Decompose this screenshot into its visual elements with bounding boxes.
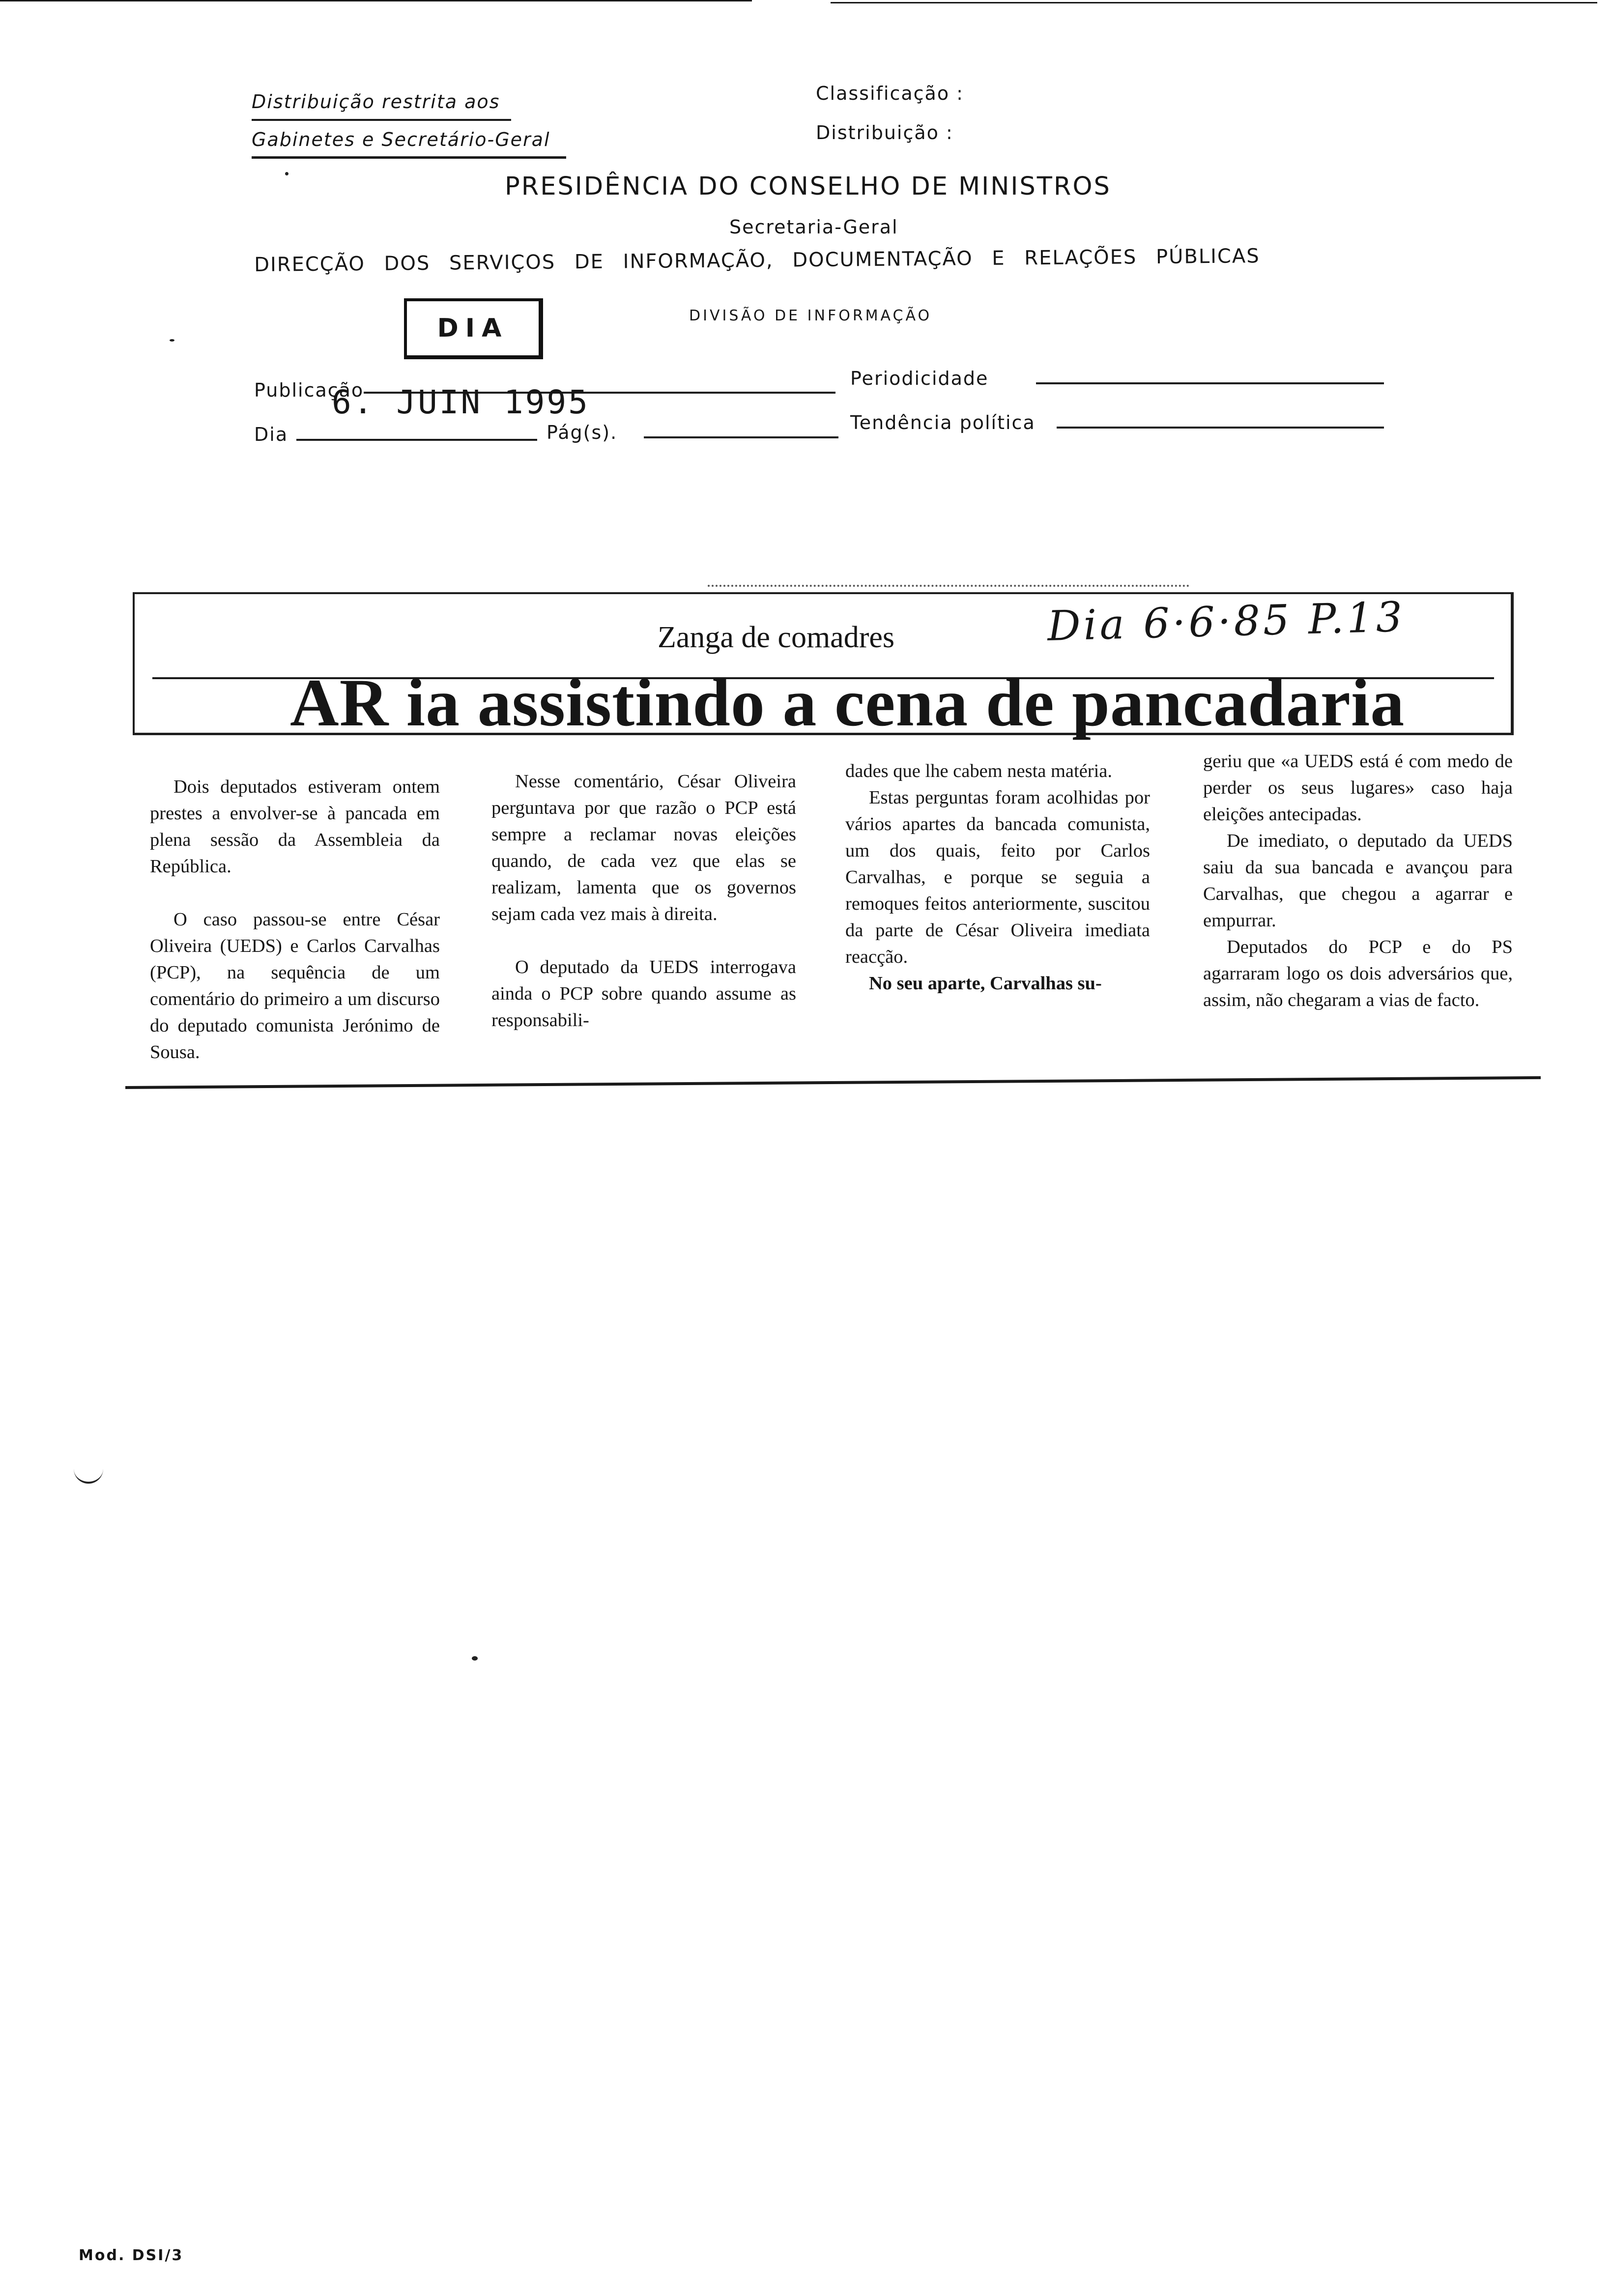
- division-label: DIVISÃO DE INFORMAÇÃO: [689, 307, 932, 324]
- paragraph: Nesse comentário, César Oliveira perguntava por que razão o PCP está sempre a reclamar novas eleições quando, de cada vez que elas se realizam, lamenta que os governos sejam cada vez mais à direita.: [491, 771, 796, 924]
- tendencia-label: Tendência política: [850, 412, 1036, 433]
- pags-label: Pág(s).: [547, 422, 618, 443]
- paragraph: Estas perguntas foram acolhidas por vários apartes da bancada comunista, um dos quais, feito por Carlos Carvalhas, e porque se seguia a remoques feitos anteriormente, suscitou da parte de César Oliveira imediata reacção.: [845, 787, 1150, 967]
- publication-stamp-box: [404, 298, 543, 359]
- distribution-line-1: Distribuição restrita aos: [252, 91, 500, 113]
- article-column-1: [150, 774, 440, 1065]
- scan-speck: [285, 172, 288, 175]
- paragraph: Deputados do PCP e do PS agarraram logo os dois adversários que, assim, não chegaram a vias de facto.: [1203, 937, 1513, 1010]
- article-headline: AR ia assistindo a cena de pancadaria: [290, 665, 1405, 740]
- secretariat-label: Secretaria-Geral: [729, 216, 898, 238]
- underline: [252, 156, 566, 159]
- article-column-3: [845, 758, 1150, 997]
- paragraph: De imediato, o deputado da UEDS saiu da sua bancada e avançou para Carvalhas, que chegou a agarrar e empurrar.: [1203, 831, 1513, 931]
- periodicidade-label: Periodicidade: [850, 368, 989, 389]
- article-column-2: [491, 768, 796, 1033]
- dia-field-line: [296, 439, 537, 441]
- directorate-title: DIRECÇÃO DOS SERVIÇOS DE INFORMAÇÃO, DOCUMENTAÇÃO E RELAÇÕES PÚBLICAS: [254, 245, 1260, 276]
- underline: [252, 119, 511, 121]
- classificacao-label: Classificação :: [816, 83, 964, 104]
- paragraph: geriu que «a UEDS está é com medo de perder os seus lugares» caso haja eleições antecipadas.: [1203, 751, 1513, 825]
- paragraph: O deputado da UEDS interrogava ainda o PCP sobre quando assume as responsabili-: [491, 957, 796, 1031]
- handwritten-source-note: Dia 6·6·85 P.13: [1047, 592, 1406, 650]
- scan-speck: [472, 1656, 478, 1661]
- ministry-title: PRESIDÊNCIA DO CONSELHO DE MINISTROS: [505, 172, 1111, 201]
- publicacao-label: Publicação: [254, 379, 364, 401]
- scan-mark: [74, 1467, 103, 1484]
- scan-edge-line: [831, 2, 1597, 3]
- form-model-code: Mod. DSI/3: [79, 2247, 184, 2264]
- paragraph: O caso passou-se entre César Oliveira (UEDS) e Carlos Carvalhas (PCP), na sequência de um comentário do primeiro a um discurso do deputado comunista Jerónimo de Sousa.: [150, 909, 440, 1062]
- scan-speck: [170, 339, 174, 342]
- article-kicker: Zanga de comadres: [658, 621, 894, 654]
- paragraph: Dois deputados estiveram ontem prestes a envolver-se à pancada em plena sessão da Assembleia da República.: [150, 776, 440, 877]
- clipping-bottom-rule: [125, 1076, 1541, 1089]
- article-column-4: [1203, 748, 1513, 1013]
- dia-label: Dia: [254, 424, 288, 445]
- publication-stamp-text: DIA: [437, 314, 509, 343]
- scan-edge-line: [0, 0, 752, 1]
- tendencia-field-line: [1057, 427, 1384, 429]
- date-received-stamp: 6. JUIN 1995: [332, 383, 590, 421]
- distribution-line-2: Gabinetes e Secretário-Geral: [252, 129, 550, 150]
- pags-field-line: [644, 436, 838, 438]
- periodicidade-field-line: [1036, 382, 1384, 384]
- distribuicao-label: Distribuição :: [816, 122, 953, 144]
- scan-noise-dots: [708, 585, 1189, 587]
- paragraph: No seu aparte, Carvalhas su-: [869, 973, 1102, 994]
- paragraph: dades que lhe cabem nesta matéria.: [845, 761, 1113, 781]
